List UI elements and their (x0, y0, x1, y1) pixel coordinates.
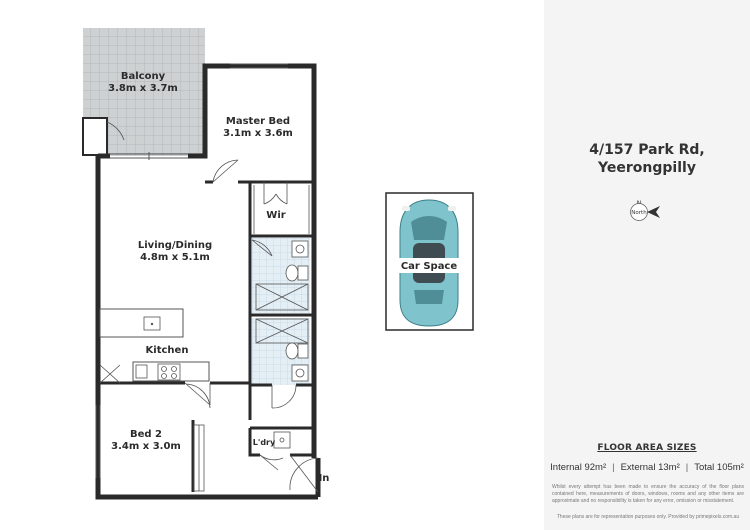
address-line-1: 4/157 Park Rd, (589, 142, 705, 158)
external-area: External 13m² (620, 462, 680, 473)
wir-label: Wir (266, 210, 286, 221)
north-compass-icon (630, 198, 666, 224)
laundry-tub (274, 432, 290, 448)
floor-area-title: FLOOR AREA SIZES (597, 443, 697, 453)
separator: | (612, 462, 615, 473)
living-dining-size: 4.8m x 5.1m (140, 252, 210, 263)
internal-area: Internal 92m² (550, 462, 607, 473)
separator: | (685, 462, 689, 473)
kitchen-label: Kitchen (145, 345, 189, 356)
master-bed-size: 3.1m x 3.6m (223, 128, 293, 139)
balcony-label: Balcony (120, 71, 166, 82)
disclaimer-text: Whilst every attempt has been made to ensure the accuracy of the floor plans contained here, measurements of doors, windows, rooms and any other items are approximate and no responsibility is taken for any error, omission or misstatement. (552, 484, 744, 504)
car-space (386, 193, 473, 330)
address-line-2: Yeerongpilly (598, 160, 696, 176)
car-space-label: Car Space (400, 261, 458, 272)
info-panel (544, 0, 750, 530)
master-bed-label: Master Bed (225, 116, 291, 127)
floor-area-values (544, 462, 750, 473)
total-area: Total 105m² (694, 462, 744, 473)
balcony-size: 3.8m x 3.7m (108, 83, 178, 94)
kitchen-island (100, 309, 183, 337)
disclaimer-credit: These plans are for representation purposes only. Provided by primepixels.com.au (556, 514, 740, 520)
compass-north-label: North (631, 210, 647, 216)
bed2-robe (194, 425, 204, 491)
bed2-size: 3.4m x 3.0m (111, 441, 181, 452)
living-dining-label: Living/Dining (137, 240, 213, 251)
bed2-label: Bed 2 (129, 429, 163, 440)
laundry-label: L'dry (252, 438, 276, 447)
kitchen-bench (133, 362, 209, 381)
entry-label: In (318, 473, 330, 484)
